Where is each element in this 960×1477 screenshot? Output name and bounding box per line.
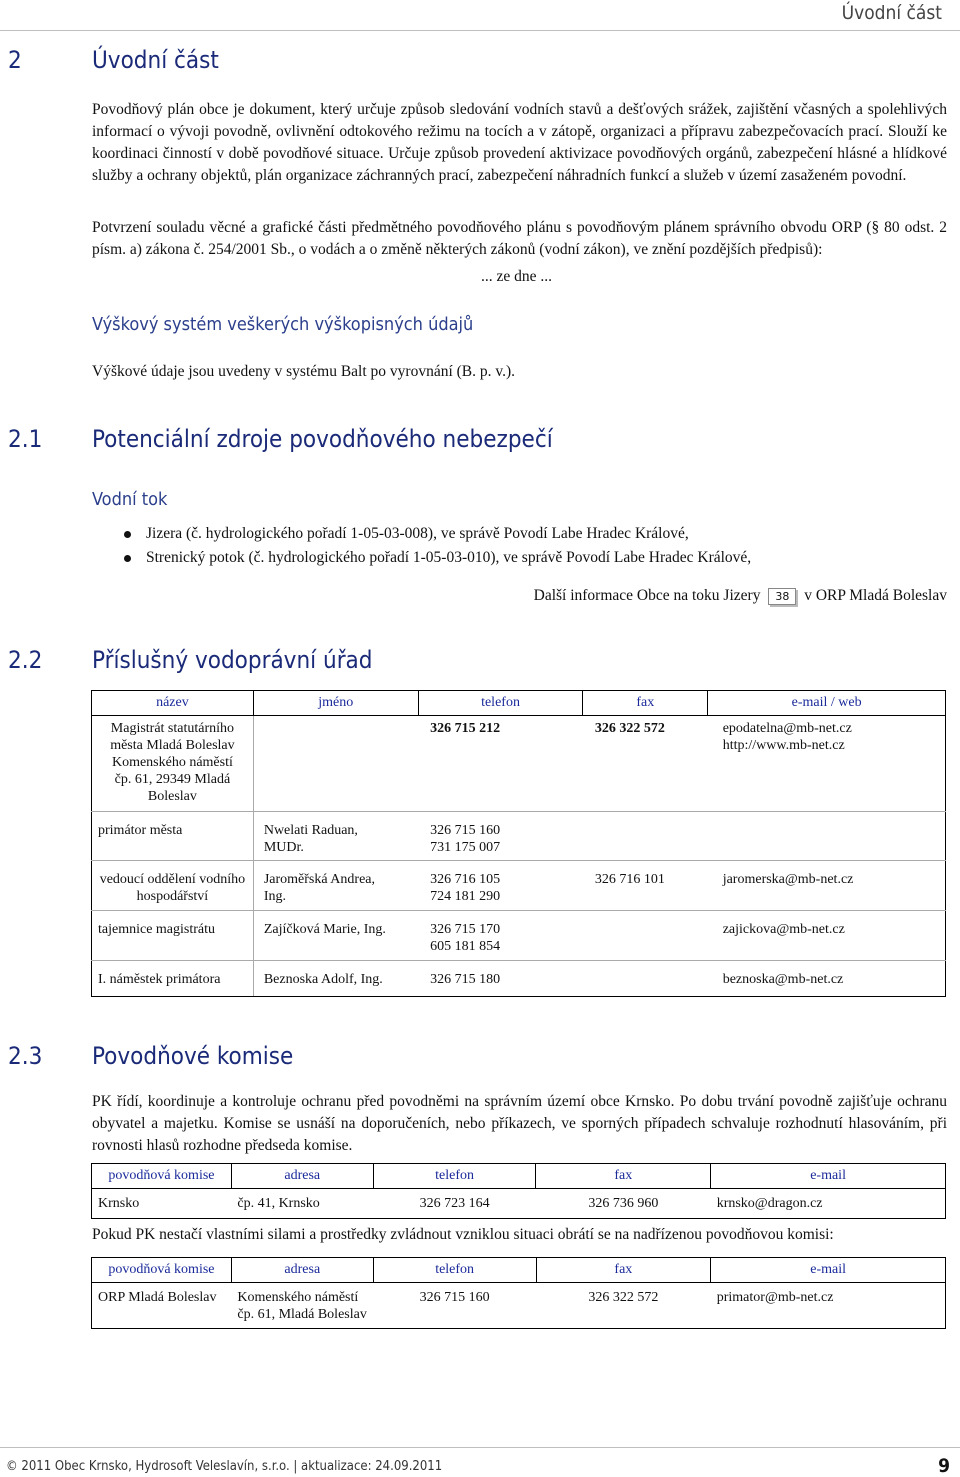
column-header: fax — [536, 1258, 711, 1283]
table-cell-name: vedoucí oddělení vodního hospodářství — [92, 861, 254, 911]
superior-commission-text: Pokud PK nestačí vlastními silami a prostředky zvládnout vzniklou situaci obrátí se na nadřízenou povodňovou komisi: — [92, 1226, 834, 1243]
list-item: Strenický potok (č. hydrologického pořadí 1-05-03-010), ve správě Povodí Labe Hradec Králové, — [124, 546, 751, 570]
page-reference-link[interactable]: 38 — [768, 588, 796, 605]
column-header: adresa — [231, 1164, 373, 1189]
column-header: telefon — [373, 1258, 536, 1283]
column-header: fax — [583, 691, 708, 716]
section-2-2-heading — [8, 646, 908, 678]
intro-paragraph — [92, 99, 947, 187]
water-authority-table — [91, 690, 946, 997]
table-cell-person: Zajíčková Marie, Ing. — [253, 911, 418, 961]
table-cell-person: Beznoska Adolf, Ing. — [253, 961, 418, 997]
conformity-paragraph — [92, 217, 947, 261]
table-cell-phone: 326 715 170 605 181 854 — [418, 911, 583, 961]
table-row — [92, 911, 946, 961]
table-cell-name: tajemnice magistrátu — [92, 911, 254, 961]
table-cell-fax: 326 322 572 — [536, 1283, 711, 1329]
table-cell-name — [92, 716, 254, 812]
table-header-row — [92, 691, 946, 716]
table-cell-name: primátor města — [92, 812, 254, 861]
table-cell-name: Krnsko — [92, 1189, 232, 1219]
commission-text: PK řídí, koordinuje a kontroluje ochranu před povodněmi na správním území obce Krnsko. Po dobu trvání povodně zajišťuje ochranu obyvatel a majetku. Komise se usnáší na doporučeních, nebo příkazech, ve sporných případech schvaluje rozhodnutí hlasováním, při rovnosti hlasů rozhodne předseda komise. — [92, 1093, 947, 1154]
more-info-text: Další informace Obce na toku Jizery — [533, 587, 761, 604]
table-cell-phone: 326 716 105 724 181 290 — [418, 861, 583, 911]
more-info-line — [534, 587, 947, 605]
table-cell-email: epodatelna@mb-net.cz http://www.mb-net.cz — [708, 716, 946, 812]
date-line: ... ze dne ... — [481, 268, 553, 285]
column-header: fax — [536, 1164, 711, 1189]
list-item: Jizera (č. hydrologického pořadí 1-05-03-008), ve správě Povodí Labe Hradec Králové, — [124, 522, 751, 546]
table-row — [92, 1189, 946, 1219]
section-2-1-heading — [8, 425, 908, 457]
section-number: 2.2 — [8, 646, 43, 674]
section-2-3-heading — [8, 1042, 908, 1074]
water-course-heading: Vodní tok — [92, 489, 168, 510]
table-header-row — [92, 1258, 946, 1283]
table-cell-person: Nwelati Raduan, MUDr. — [253, 812, 418, 861]
column-header: telefon — [373, 1164, 536, 1189]
section-number: 2 — [8, 46, 22, 74]
table-cell-email: zajickova@mb-net.cz — [708, 911, 946, 961]
section-2-heading — [8, 46, 908, 78]
column-header: e-mail / web — [708, 691, 946, 716]
column-header: povodňová komise — [92, 1164, 232, 1189]
table-cell-fax: 326 716 101 — [583, 861, 708, 911]
column-header: adresa — [231, 1258, 373, 1283]
column-header: jméno — [253, 691, 418, 716]
table-cell-address: Komenského náměstí čp. 61, Mladá Boleslav — [231, 1283, 373, 1329]
table-row — [92, 961, 946, 997]
commission-paragraph — [92, 1091, 947, 1157]
table-cell-name: ORP Mladá Boleslav — [92, 1283, 232, 1329]
table-cell-email: krnsko@dragon.cz — [711, 1189, 946, 1219]
column-header: název — [92, 691, 254, 716]
table-cell-address: čp. 41, Krnsko — [231, 1189, 373, 1219]
superior-commission-table — [91, 1257, 946, 1329]
column-header: e-mail — [711, 1164, 946, 1189]
table-row — [92, 1283, 946, 1329]
table-header-row — [92, 1164, 946, 1189]
column-header: povodňová komise — [92, 1258, 232, 1283]
table-cell-email: primator@mb-net.cz — [711, 1283, 946, 1329]
table-cell-fax: 326 322 572 — [583, 716, 708, 812]
height-system-text: Výškové údaje jsou uvedeny v systému Balt po vyrovnání (B. p. v.). — [92, 363, 516, 380]
footer-rule — [0, 1447, 960, 1448]
section-title: Povodňové komise — [92, 1042, 294, 1070]
table-cell-fax — [583, 911, 708, 961]
table-cell-person: Jaroměřská Andrea, Ing. — [253, 861, 418, 911]
height-system-heading: Výškový systém veškerých výškopisných údajů — [92, 314, 474, 335]
table-cell-name: I. náměstek primátora — [92, 961, 254, 997]
section-title: Úvodní část — [92, 46, 219, 74]
intro-text: Povodňový plán obce je dokument, který určuje způsob sledování vodních stavů a dešťových srážek, zajištění včasných a spolehlivých informací o vývoji povodně, ovlivnění odtokového režimu na tocích a v zátopě, organizaci a přípravu zabezpečovacích prací. Slouží ke koordinaci činností v době povodňové situace. Určuje způsob provedení aktivizace povodňových orgánů, zabezpečení hlásné a hlídkové služby a ochrany objektů, plán organizace záchranných prací, zabezpečení náhradních funkcí a služeb v území zasaženém povodní. — [92, 101, 947, 184]
table-cell-phone: 326 715 160 — [373, 1283, 536, 1329]
section-title: Příslušný vodoprávní úřad — [92, 646, 373, 674]
column-header: e-mail — [711, 1258, 946, 1283]
column-header: telefon — [418, 691, 583, 716]
more-info-orp: v ORP Mladá Boleslav — [804, 587, 947, 604]
table-cell-fax — [583, 961, 708, 997]
conformity-text: Potvrzení souladu věcné a grafické části předmětného povodňového plánu s povodňovým plánem správního obvodu ORP (§ 80 odst. 2 písm. a) zákona č. 254/2001 Sb., o vodách a o změně některých zákonů (vodní zákon), ve znění pozdějších předpisů): — [92, 219, 947, 258]
footer-copyright: © 2011 Obec Krnsko, Hydrosoft Veleslavín, s.r.o. | aktualizace: 24.09.2011 — [6, 1459, 443, 1474]
table-cell-phone: 326 715 180 — [418, 961, 583, 997]
table-cell-email: beznoska@mb-net.cz — [708, 961, 946, 997]
table-cell-fax: 326 736 960 — [536, 1189, 711, 1219]
page-number: 9 — [938, 1455, 950, 1477]
table-cell-email — [708, 812, 946, 861]
section-title: Potenciální zdroje povodňového nebezpečí — [92, 425, 553, 453]
table-row — [92, 812, 946, 861]
header-rule — [0, 30, 960, 31]
table-cell-person — [253, 716, 418, 812]
table-cell-phone: 326 715 160 731 175 007 — [418, 812, 583, 861]
table-cell-phone: 326 723 164 — [373, 1189, 536, 1219]
table-row — [92, 716, 946, 812]
section-number: 2.3 — [8, 1042, 43, 1070]
running-header: Úvodní část — [841, 2, 942, 24]
table-cell-fax — [583, 812, 708, 861]
flood-commission-table — [91, 1163, 946, 1219]
table-cell-email: jaromerska@mb-net.cz — [708, 861, 946, 911]
water-course-list — [124, 522, 751, 570]
table-cell-phone: 326 715 212 — [418, 716, 583, 812]
authority-name: Magistrát statutárního města Mladá Boleslav Komenského náměstí čp. 61, 29349 Mladá Boleslav — [110, 721, 235, 804]
table-row — [92, 861, 946, 911]
section-number: 2.1 — [8, 425, 43, 453]
